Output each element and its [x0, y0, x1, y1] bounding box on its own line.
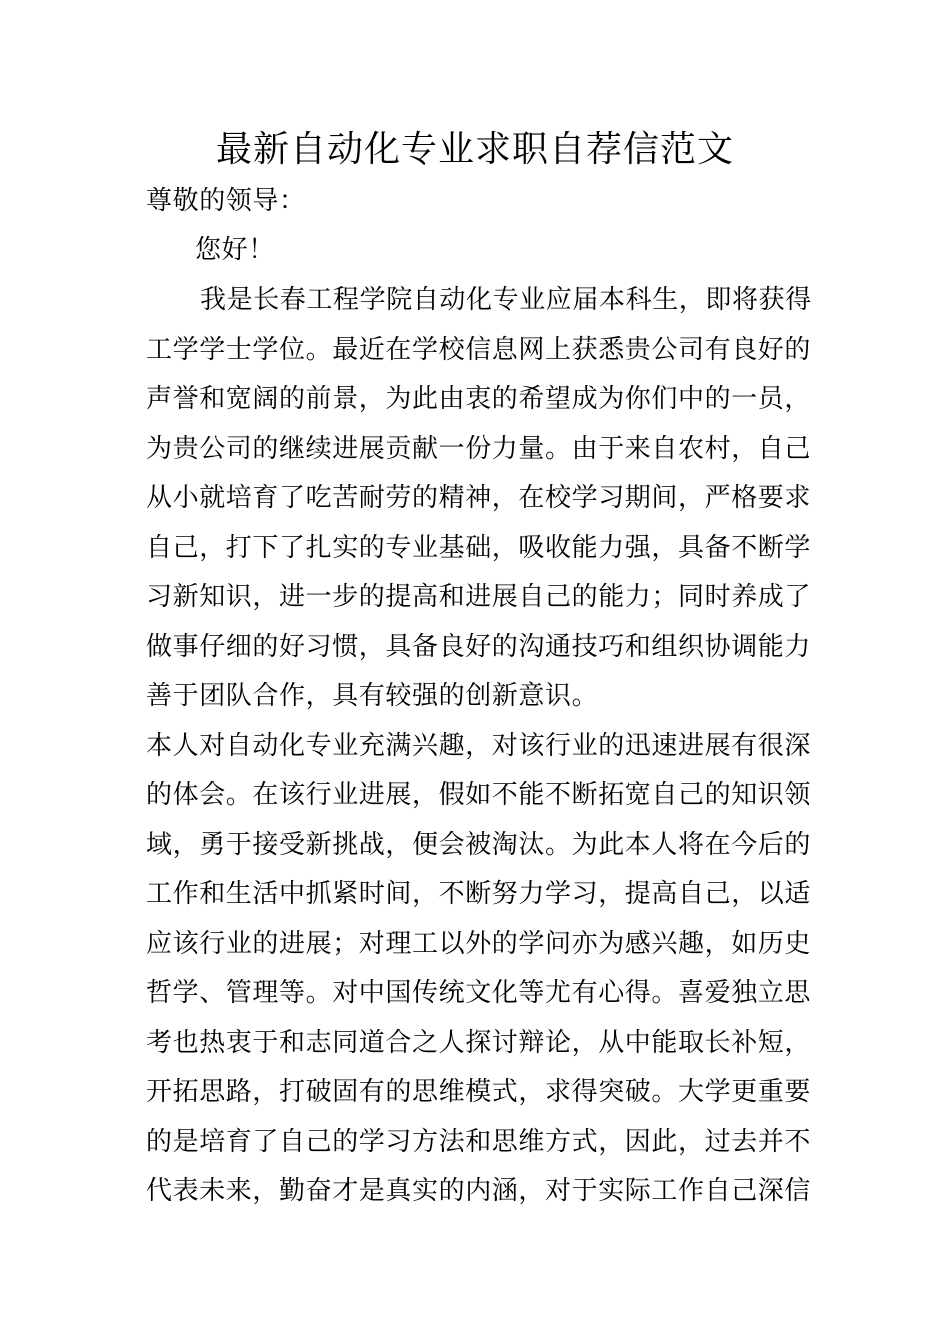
greeting: 您好！	[195, 235, 275, 265]
paragraph-2-line: 应该行业的进展；对理工以外的学问亦为感兴趣，如历史	[146, 929, 812, 959]
paragraph-2-line: 的是培育了自己的学习方法和思维方式，因此，过去并不	[146, 1127, 812, 1157]
paragraph-1-line: 声誉和宽阔的前景，为此由衷的希望成为你们中的一员，	[146, 384, 812, 414]
paragraph-2-line: 考也热衷于和志同道合之人探讨辩论，从中能取长补短，	[146, 1028, 812, 1058]
paragraph-2-line: 开拓思路，打破固有的思维模式，求得突破。大学更重要	[146, 1077, 812, 1107]
paragraph-2-line: 工作和生活中抓紧时间，不断努力学习，提高自己，以适	[146, 879, 812, 909]
paragraph-1-line: 做事仔细的好习惯，具备良好的沟通技巧和组织协调能力	[146, 632, 812, 662]
paragraph-1-line: 习新知识，进一步的提高和进展自己的能力；同时养成了	[146, 582, 812, 612]
paragraph-1-line: 为贵公司的继续进展贡献一份力量。由于来自农村，自己	[146, 434, 812, 464]
paragraph-1-line: 善于团队合作，具有较强的创新意识。	[146, 681, 599, 711]
salutation: 尊敬的领导：	[146, 186, 306, 216]
paragraph-1-line: 自己，打下了扎实的专业基础，吸收能力强，具备不断学	[146, 533, 812, 563]
paragraph-1-line: 从小就培育了吃苦耐劳的精神，在校学习期间，严格要求	[146, 483, 812, 513]
paragraph-2-line: 本人对自动化专业充满兴趣，对该行业的迅速进展有很深	[146, 731, 812, 761]
paragraph-1-line: 工学学士学位。最近在学校信息网上获悉贵公司有良好的	[146, 335, 812, 365]
paragraph-2-line: 代表未来，勤奋才是真实的内涵，对于实际工作自己深信	[146, 1176, 812, 1206]
paragraph-2-line: 哲学、管理等。对中国传统文化等尤有心得。喜爱独立思	[146, 978, 812, 1008]
paragraph-2-line: 域，勇于接受新挑战，便会被淘汰。为此本人将在今后的	[146, 830, 812, 860]
document-title: 最新自动化专业求职自荐信范文	[215, 129, 734, 170]
paragraph-1-line: 我是长春工程学院自动化专业应届本科生，即将获得	[200, 285, 812, 315]
paragraph-2-line: 的体会。在该行业进展，假如不能不断拓宽自己的知识领	[146, 780, 812, 810]
